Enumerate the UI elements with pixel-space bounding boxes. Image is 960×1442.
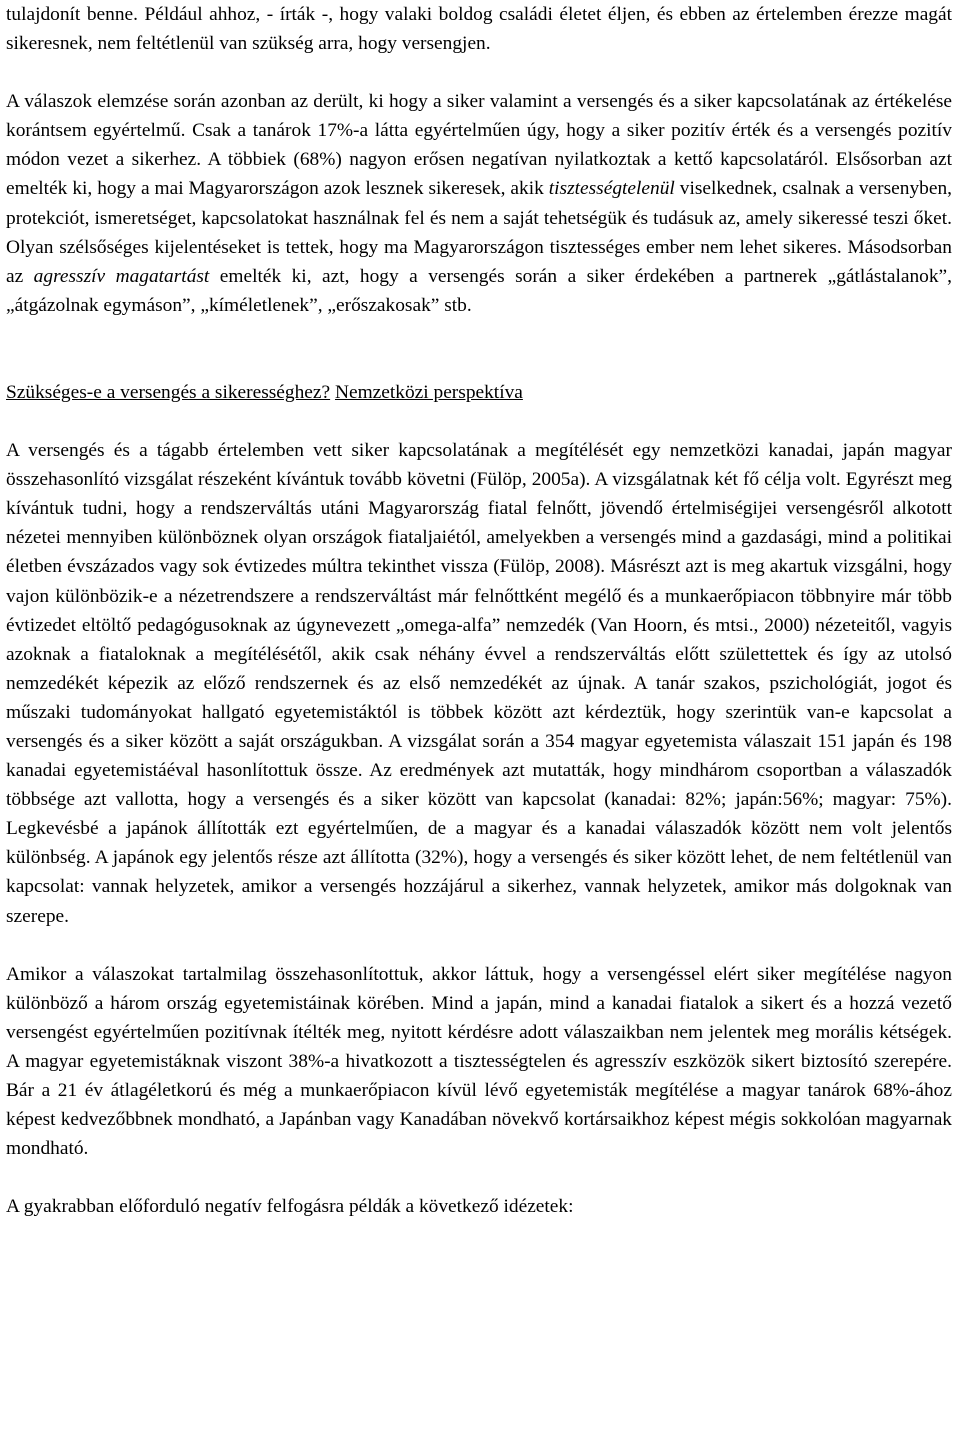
paragraph-gap [6,407,952,436]
paragraph-quotes-intro: A gyakrabban előforduló negatív felfogásra példák a következő idézetek: [6,1196,574,1218]
paragraph-text: emelték ki, azt, hogy a versengés során a siker érdekében a partnerek „gátlástalanok”, „átgázolnak egymáson”, „kíméletlenek”, „erőszakosak” stb. [6,265,952,316]
emphasis-aggressive-behavior: agresszív magatartást [33,265,210,287]
paragraph-international-study: A versengés és a tágabb értelemben vett siker kapcsolatának a megítélését egy nemzetközi kanadai, japán magyar összehasonlító vizsgálat részeként kívántuk tovább követni (Fülöp, 2005a). A vizsgálatnak két fő célja volt. Egyrészt meg kívántuk tudni, hogy a rendszerváltás utáni Magyarország fiatal felnőtt, jövendő értelmiségijei versengésről alkotott nézetei mennyiben különböznek olyan országok fiataljaiétól, amelyekben a versengés mind a gazdasági, mind a politikai életben évszázados vagy sok évtizedes múltra tekinthet vissza (Fülöp, 2008). Másrészt azt is meg akartuk vizsgálni, hogy vajon különbözik-e a nézetrendszere a rendszerváltást már felnőttként megélő és a munkaerőpiacon többnyire már több évtizedet eltöltő pedagógusoknak az úgynevezett „omega-alfa” nemzedék (Van Hoorn, és mtsi., 2000) nézeteitől, vagyis azoknak a fiataloknak a megítélésétől, akik csak néhány évvel a rendszerváltás előtt születtettek és így az utolsó nemzedékét képezik az előző rendszernek és az első nemzedékét az újnak. A tanár szakos, pszichológiát, jogot és műszaki tudományokat hallgató egyetemistáktól is többek között azt kérdeztük, hogy szerintük van-e kapcsolat a versengés és a siker között a saját országukban. A vizsgálat során a 354 magyar egyetemista válaszait 151 japán és 198 kanadai egyetemistáéval hasonlítottuk össze. Az eredmények azt mutatták, hogy mindhárom csoportban a válaszadók többsége azt vallotta, hogy a versengés és a siker között van kapcsolat (kanadai: 82%; japán:56%; magyar: 75%). Legkevésbé a japánok állították ezt egyértelműen, de a magyar és a kanadai válaszadók között nem volt jelentős különbség. A japánok egy jelentős része azt állította (32%), hogy a versengés és siker között lehet, de nem feltétlenül van kapcsolat: vannak helyzetek, amikor a versengés hozzájárul a sikerhez, vannak helyzetek, amikor más dolgoknak van szerepe. [6,440,952,927]
paragraph-gap [6,1163,952,1192]
paragraph-intro-continuation: tulajdonít benne. Például ahhoz, - írták -, hogy valaki boldog családi életet éljen, és ebben az értelemben érezze magát sikeresnek, nem feltétlenül van szükség arra, hogy versengjen. [6,4,952,55]
heading-perspective: Nemzetközi perspektíva [334,381,523,403]
paragraph-teacher-responses [6,87,952,320]
document-page [6,0,952,1221]
paragraph-comparison: Amikor a válaszokat tartalmilag összehasonlítottuk, akkor láttuk, hogy a versengéssel elért siker megítélése nagyon különböző a három ország egyetemistáinak körében. Mind a japán, mind a kanadai fiatalok a sikert és a hozzá vezető versengést egyértelműen pozitívnak ítélték meg, nyitott kérdésre adott válaszaikban nem jelentek meg morális kétségek. A magyar egyetemistáknak viszont 38%-a hivatkozott a tisztességtelen és agresszív eszközök sikert biztosító szerepére. Bár a 21 év átlagéletkorú és még a munkaerőpiacon kívül lévő egyetemisták megítélése a magyar tanárok 68%-ához képest kedvezőbbnek mondható, a Japánban vagy Kanadában növekvő kortársaikhoz képest mégis sokkolóan magyarnak mondható. [6,963,952,1160]
paragraph-gap [6,931,952,960]
section-gap [6,320,952,378]
paragraph-text: viselkednek, csalnak a versenyben, protekciót, ismeretséget, kapcsolatokat használnak fel és nem a saját tehetségük és tudásuk az, amely sikeressé teszi őket. Olyan szélsőséges kijelentéseket is tettek, hogy ma Magyarországon tisztességes ember nem lehet sikeres. Másodsorban az [6,178,952,287]
emphasis-dishonestly: tisztességtelenül [548,178,675,200]
section-heading [6,378,952,407]
paragraph-text: A válaszok elemzése során azonban az derült, ki hogy a siker valamint a versengés és a siker kapcsolatának az értékelése korántsem egyértelmű. Csak a tanárok 17%-a látta egyértelműen úgy, hogy a siker pozitív érték és a versengés pozitív módon vezet a sikerhez. A többiek (68%) nagyon erősen negatívan nyilatkoztak a kettő kapcsolatáról. Elsősorban azt emelték ki, hogy a mai Magyarországon azok lesznek sikeresek, akik [6,91,952,200]
paragraph-gap [6,58,952,87]
heading-question: Szükséges-e a versengés a sikerességhez? [6,381,331,403]
